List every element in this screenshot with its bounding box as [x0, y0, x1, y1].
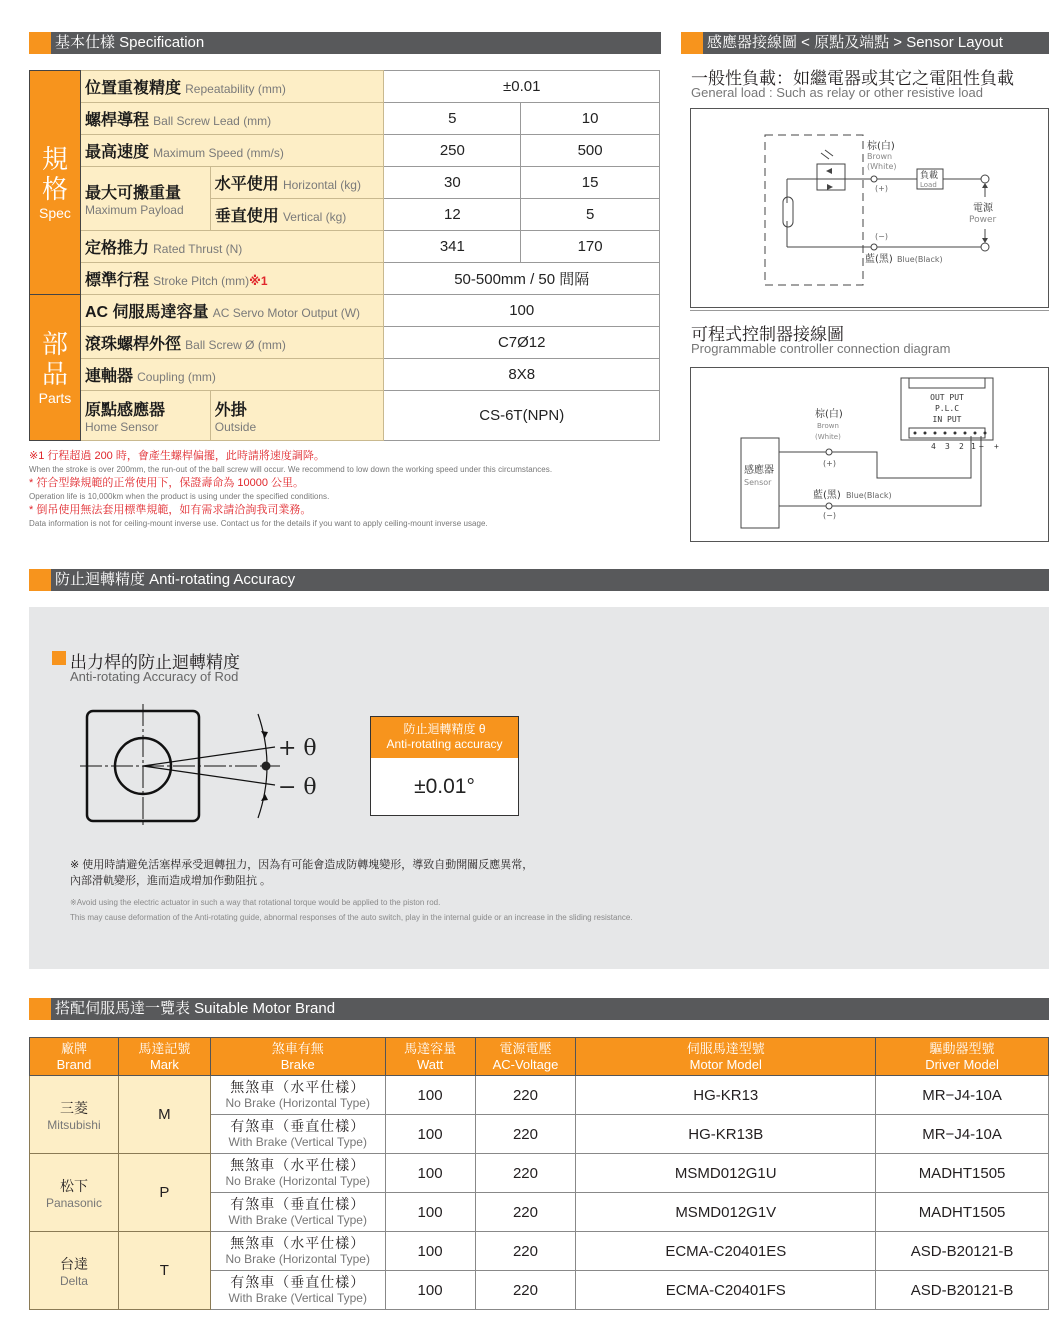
led-light-icon [821, 153, 829, 159]
row-label: 連軸器 Coupling (mm) [80, 359, 384, 391]
row-label: 滾珠螺桿外徑 Ball Screw Ø (mm) [80, 327, 384, 359]
voltage-cell: 220 [475, 1154, 576, 1193]
row-label: 原點感應器 Home Sensor [80, 391, 210, 441]
minus-label: (−) [875, 232, 888, 241]
table-row [30, 231, 660, 263]
minus-label: (−) [823, 511, 836, 520]
note-en: Data information is not for ceiling-mount inverse use. Contact us for the details if you want to apply ceiling-mount inverse usage. [29, 519, 488, 528]
terminal-label: − [979, 442, 984, 451]
accuracy-header-zh: 防止迴轉精度 θ [403, 722, 486, 736]
cell-value: 12 [384, 199, 521, 231]
power-label: 電源 [973, 203, 993, 214]
table-row [30, 391, 660, 441]
general-load-title: 一般性負載：如繼電器或其它之電阻性負載 [691, 69, 1014, 88]
motor-model-cell: HG-KR13B [576, 1115, 876, 1154]
white-wire-en: (White) [867, 162, 897, 171]
group-zh: 部品 [41, 329, 68, 390]
cell-value: 50-500mm / 50 間隔 [384, 263, 660, 295]
driver-model-cell: MADHT1505 [876, 1154, 1049, 1193]
row-sublabel: 外掛 Outside [210, 391, 384, 441]
plus-label: (+) [875, 184, 888, 193]
row-label: 標準行程 Stroke Pitch (mm)※1 [80, 263, 384, 295]
header-row [30, 1038, 1049, 1076]
power-terminal-icon [981, 243, 989, 251]
table-row [30, 1076, 1049, 1115]
white-wire-en: (White) [815, 433, 841, 441]
plc-label: P.L.C [934, 404, 960, 413]
anti-section-header [29, 569, 1049, 591]
row-label: 螺桿導程 Ball Screw Lead (mm) [80, 103, 384, 135]
cell-value: 30 [384, 167, 521, 199]
brake-cell: 有煞車（垂直仕樣） With Brake (Vertical Type) [210, 1193, 385, 1232]
terminal-label: + [994, 442, 999, 451]
row-sublabel: 垂直使用 Vertical (kg) [210, 199, 384, 231]
divider [690, 310, 1049, 311]
warning-zh [70, 857, 533, 889]
brown-wire-label: 棕(白) [815, 409, 843, 420]
warning-en [70, 895, 633, 925]
rod-subtitle: Anti-rotating Accuracy of Rod [70, 669, 239, 684]
brown-wire-label: 棕(白) [867, 141, 895, 152]
watt-cell: 100 [385, 1271, 475, 1310]
voltage-cell: 220 [475, 1193, 576, 1232]
col-header-motor-model: 伺服馬達型號 Motor Model [576, 1038, 876, 1076]
plc-title: 可程式控制器接線圖 [691, 325, 844, 344]
cell-value: ±0.01 [384, 71, 660, 103]
warning-en-line: ※Avoid using the electric actuator in such a way that rotational torque would be applied to the piston rod. [70, 898, 441, 907]
plc-subtitle: Programmable controller connection diagram [691, 341, 951, 356]
anti-section-title: 防止迴轉精度 Anti-rotating Accuracy [55, 571, 296, 588]
col-header-watt: 馬達容量 Watt [385, 1038, 475, 1076]
plus-label: (+) [823, 459, 836, 468]
power-en: Power [969, 215, 997, 225]
motor-model-cell: HG-KR13 [576, 1076, 876, 1115]
reed-switch-icon [783, 197, 793, 227]
motor-model-cell: ECMA-C20401FS [576, 1271, 876, 1310]
driver-model-cell: ASD-B20121-B [876, 1271, 1049, 1310]
spec-section-header [29, 32, 661, 54]
table-row [30, 135, 660, 167]
spec-table [29, 70, 660, 441]
terminal-label: 3 [945, 442, 950, 451]
group-en: Spec [39, 204, 71, 221]
note-zh: * 符合型錄規範的正常使用下，保證壽命為 10000 公里。 [29, 477, 305, 489]
load-en: Load [920, 181, 937, 189]
watt-cell: 100 [385, 1076, 475, 1115]
warning-zh-line: ※ 使用時請避免活塞桿承受迴轉扭力，因為有可能會造成防轉塊變形，導致自動開關反應異常， [70, 859, 534, 871]
table-row [30, 359, 660, 391]
plus-theta-label: + θ [278, 736, 317, 761]
table-row [30, 167, 660, 199]
note-zh: ※1 行程超過 200 時，會產生螺桿偏擺，此時請將速度調降。 [29, 450, 325, 462]
cell-value: 341 [384, 231, 521, 263]
spec-notes [29, 450, 669, 531]
cell-value: 250 [384, 135, 521, 167]
terminal-label: 1 [971, 442, 976, 451]
motor-section-header [29, 998, 1049, 1020]
brake-cell: 有煞車（垂直仕樣） With Brake (Vertical Type) [210, 1115, 385, 1154]
sensor-dashed-box [765, 135, 863, 285]
table-row [30, 103, 660, 135]
blue-wire-label: 藍(黑) [865, 254, 893, 265]
spec-section-title: 基本仕樣 Specification [55, 34, 205, 51]
brand-cell: 台達 Delta [30, 1232, 119, 1310]
row-sublabel: 水平使用 Horizontal (kg) [210, 167, 384, 199]
spec-group-label [30, 71, 81, 295]
voltage-cell: 220 [475, 1232, 576, 1271]
plc-input-label: IN PUT [932, 415, 962, 424]
row-label: 最大可搬重量 Maximum Payload [80, 167, 210, 231]
group-en: Parts [38, 389, 72, 406]
rod-title: 出力桿的防止迴轉精度 [52, 648, 240, 673]
warning-zh-line: 內部滑軌變形，進而造成增加作動阻抗 。 [70, 875, 272, 887]
table-row [30, 1154, 1049, 1193]
accuracy-header-en: Anti-rotating accuracy [386, 737, 503, 751]
brand-cell: 松下 Panasonic [30, 1154, 119, 1232]
driver-model-cell: MR−J4-10A [876, 1076, 1049, 1115]
row-label: 最高速度 Maximum Speed (mm/s) [80, 135, 384, 167]
motor-model-cell: MSMD012G1V [576, 1193, 876, 1232]
accuracy-box-header [371, 717, 518, 758]
sensor-section-title: 感應器接線圖 < 原點及端點 > Sensor Layout [707, 34, 1003, 51]
col-header-driver-model: 驅動器型號 Driver Model [876, 1038, 1049, 1076]
cell-value: 15 [521, 167, 660, 199]
plc-output-label: OUT PUT [930, 393, 964, 402]
pivot-dot-icon [262, 762, 271, 771]
row-label: 位置重複精度 Repeatability (mm) [80, 71, 384, 103]
plc-wiring-svg [691, 368, 1048, 541]
sensor-label: 感應器 [744, 465, 774, 476]
row-label: AC 伺服馬達容量 AC Servo Motor Output (W) [80, 295, 384, 327]
sensor-en: Sensor [744, 478, 772, 487]
table-row [30, 71, 660, 103]
motor-section-title: 搭配伺服馬達一覽表 Suitable Motor Brand [55, 1000, 336, 1017]
cell-value: 100 [384, 295, 660, 327]
parts-group-label [30, 295, 81, 441]
row-label: 定格推力 Rated Thrust (N) [80, 231, 384, 263]
blue-wire-en: Blue(Black) [897, 255, 943, 264]
watt-cell: 100 [385, 1193, 475, 1232]
col-header-voltage: 電源電壓 AC-Voltage [475, 1038, 576, 1076]
table-row [30, 295, 660, 327]
cell-value: 170 [521, 231, 660, 263]
cell-value: 10 [521, 103, 660, 135]
diode-icon [827, 184, 833, 190]
mark-cell: P [118, 1154, 210, 1232]
driver-model-cell: ASD-B20121-B [876, 1232, 1049, 1271]
general-load-diagram [690, 108, 1049, 308]
accuracy-box [370, 716, 519, 816]
motor-model-cell: ECMA-C20401ES [576, 1232, 876, 1271]
col-header-brake: 煞車有無 Brake [210, 1038, 385, 1076]
brown-wire-en: Brown [867, 152, 893, 161]
power-terminal-icon [981, 175, 989, 183]
terminal-label: 4 [931, 442, 936, 451]
group-zh: 規格 [41, 144, 68, 205]
table-row [30, 1232, 1049, 1271]
general-load-subtitle: General load : Such as relay or other resistive load [691, 85, 983, 100]
plc-terminal-dots [914, 432, 987, 435]
driver-model-cell: MR−J4-10A [876, 1115, 1049, 1154]
general-load-wiring-svg [691, 109, 1048, 307]
terminal-label: 2 [959, 442, 964, 451]
led-diode-icon [826, 168, 832, 174]
cell-value: C7Ø12 [384, 327, 660, 359]
minus-theta-label: − θ [278, 775, 317, 800]
brake-cell: 無煞車（水平仕樣） No Brake (Horizontal Type) [210, 1076, 385, 1115]
watt-cell: 100 [385, 1154, 475, 1193]
blue-wire-en: Blue(Black) [846, 491, 892, 500]
cell-value: 5 [521, 199, 660, 231]
watt-cell: 100 [385, 1232, 475, 1271]
sensor-section-header [681, 32, 1049, 54]
col-header-brand: 廠牌 Brand [30, 1038, 119, 1076]
cell-value: 8X8 [384, 359, 660, 391]
motor-model-cell: MSMD012G1U [576, 1154, 876, 1193]
watt-cell: 100 [385, 1115, 475, 1154]
motor-table [29, 1037, 1049, 1310]
brake-cell: 有煞車（垂直仕樣） With Brake (Vertical Type) [210, 1271, 385, 1310]
mark-cell: T [118, 1232, 210, 1310]
note-en: When the stroke is over 200mm, the run-out of the ball screw will occur. We recommend to low down the working speed under this circumstances. [29, 465, 553, 474]
brake-cell: 無煞車（水平仕樣） No Brake (Horizontal Type) [210, 1154, 385, 1193]
cell-value: CS-6T(NPN) [384, 391, 660, 441]
blue-wire-label: 藍(黑) [813, 490, 841, 501]
plc-diagram [690, 367, 1049, 542]
driver-model-cell: MADHT1505 [876, 1193, 1049, 1232]
note-en: Operation life is 10,000km when the product is using under the specified conditions. [29, 492, 330, 501]
brake-cell: 無煞車（水平仕樣） No Brake (Horizontal Type) [210, 1232, 385, 1271]
col-header-mark: 馬達記號 Mark [118, 1038, 210, 1076]
voltage-cell: 220 [475, 1076, 576, 1115]
brown-wire-en: Brown [817, 422, 839, 430]
brand-cell: 三菱 Mitsubishi [30, 1076, 119, 1154]
accuracy-value: ±0.01° [414, 775, 475, 798]
load-label: 負載 [920, 171, 939, 181]
mark-cell: M [118, 1076, 210, 1154]
cell-value: 5 [384, 103, 521, 135]
table-row [30, 263, 660, 295]
voltage-cell: 220 [475, 1115, 576, 1154]
table-row [30, 327, 660, 359]
voltage-cell: 220 [475, 1271, 576, 1310]
footnote-mark: ※1 [249, 274, 268, 288]
anti-rotating-diagram [80, 704, 340, 826]
note-zh: * 倒吊使用無法套用標準規範，如有需求請洽詢我司業務。 [29, 504, 312, 516]
warning-en-line: This may cause deformation of the Anti-rotating guide, abnormal responses of the auto switch, play in the internal guide or an increase in the sliding resistance. [70, 913, 633, 922]
cell-value: 500 [521, 135, 660, 167]
